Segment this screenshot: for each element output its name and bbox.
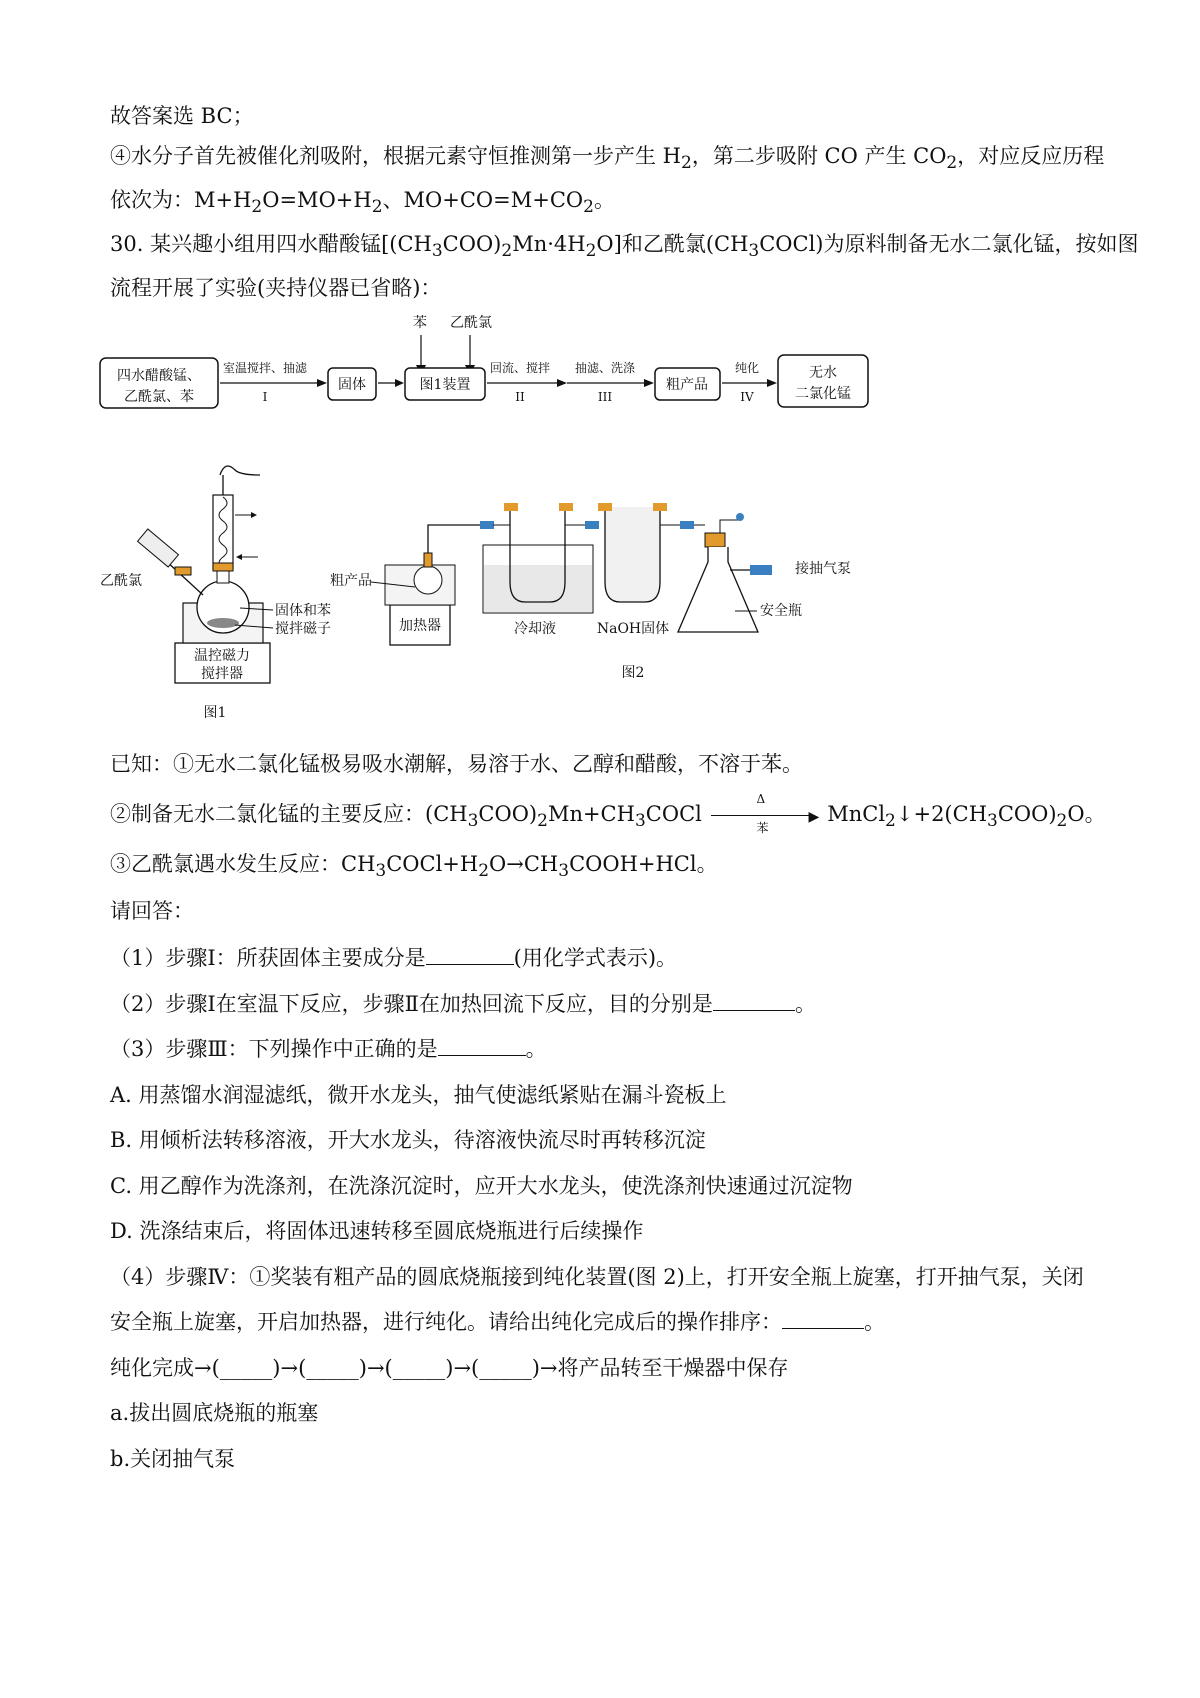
q3-blank[interactable] bbox=[438, 1037, 526, 1056]
option-c: C. 用乙醇作为洗涤剂，在洗涤沉淀时，应开大水龙头，使洗涤剂快速通过沉淀物 bbox=[110, 1174, 853, 1198]
svg-text:回流、搅拌: 回流、搅拌 bbox=[489, 361, 551, 375]
svg-text:抽滤、洗涤: 抽滤、洗涤 bbox=[574, 361, 636, 375]
answer-line: 故答案选 BC； bbox=[110, 104, 254, 128]
svg-text:图2: 图2 bbox=[621, 665, 645, 681]
q4-blank[interactable] bbox=[782, 1310, 864, 1329]
svg-text:乙酰氯: 乙酰氯 bbox=[100, 573, 142, 589]
known-1: 已知：①无水二氯化锰极易吸水潮解，易溶于水、乙醇和醋酸，不溶于苯。 bbox=[110, 752, 803, 776]
figure-2-purification-apparatus bbox=[330, 503, 851, 681]
svg-text:III: III bbox=[597, 390, 613, 404]
figure-1-reflux-apparatus bbox=[100, 466, 331, 721]
svg-text:粗产品: 粗产品 bbox=[330, 573, 372, 589]
flow-top-benzene: 苯 bbox=[413, 315, 427, 331]
svg-text:加热器: 加热器 bbox=[399, 618, 441, 634]
q1: （1）步骤Ⅰ：所获固体主要成分是 (用化学式表示)。 bbox=[110, 946, 678, 970]
svg-text:搅拌磁子: 搅拌磁子 bbox=[275, 621, 331, 637]
svg-text:搅拌器: 搅拌器 bbox=[201, 666, 243, 682]
step-b: b.关闭抽气泵 bbox=[110, 1447, 236, 1471]
option-b: B. 用倾析法转移溶液，开大水龙头，待溶液快流尽时再转移沉淀 bbox=[110, 1128, 706, 1152]
svg-text:四水醋酸锰、: 四水醋酸锰、 bbox=[117, 368, 201, 384]
option-d: D. 洗涤结束后，将固体迅速转移至圆底烧瓶进行后续操作 bbox=[110, 1219, 644, 1243]
q1-blank[interactable] bbox=[426, 946, 514, 965]
svg-text:图1装置: 图1装置 bbox=[419, 377, 471, 393]
svg-text:二氯化锰: 二氯化锰 bbox=[795, 386, 851, 402]
apparatus-figures bbox=[95, 455, 915, 735]
step-a: a.拔出圆底烧瓶的瓶塞 bbox=[110, 1401, 319, 1425]
svg-text:温控磁力: 温控磁力 bbox=[194, 648, 250, 664]
q4-line-1: （4）步骤Ⅳ：①奖装有粗产品的圆底烧瓶接到纯化装置(图 2)上，打开安全瓶上旋塞，打开抽气泵，关闭 bbox=[110, 1265, 1084, 1289]
mechanism-line-1: ④水分子首先被催化剂吸附，根据元素守恒推测第一步产生 $H_2$，第二步吸附 CO 产生 $CO_2$，对应反应历程 bbox=[110, 144, 1105, 174]
svg-text:纯化: 纯化 bbox=[734, 361, 760, 375]
question-30-line-1: 30. 某兴趣小组用四水醋酸锰$[(CH_3COO)_2Mn\cdot 4H_2O]$和乙酰氯$(CH_3COCl)$为原料制备无水二氯化锰，按如图 bbox=[110, 232, 1139, 262]
svg-text:接抽气泵: 接抽气泵 bbox=[795, 561, 851, 577]
q3: （3）步骤Ⅲ：下列操作中正确的是 。 bbox=[110, 1037, 547, 1061]
sequence-line: 纯化完成→(_____)→(_____)→(_____)→(_____)→将产品转至干燥器中保存 bbox=[110, 1356, 789, 1380]
svg-text:II: II bbox=[515, 390, 525, 404]
known-2: ②制备无水二氯化锰的主要反应：$(CH_3COO)_2Mn+CH_3COCl$ Δ ▶ 苯 $MnCl_2↓+2(CH_3COO)_2O$。 bbox=[110, 791, 1106, 835]
svg-text:IV: IV bbox=[740, 390, 754, 404]
flow-chart bbox=[95, 305, 985, 445]
svg-text:无水: 无水 bbox=[809, 365, 837, 381]
option-a: A. 用蒸馏水润湿滤纸，微开水龙头，抽气使滤纸紧贴在漏斗瓷板上 bbox=[110, 1083, 727, 1107]
svg-text:I: I bbox=[262, 390, 268, 404]
q2: （2）步骤Ⅰ在室温下反应，步骤Ⅱ在加热回流下反应，目的分别是 。 bbox=[110, 992, 816, 1016]
svg-text:固体: 固体 bbox=[338, 377, 366, 393]
svg-text:NaOH固体: NaOH固体 bbox=[596, 621, 670, 637]
reaction-arrow: Δ ▶ 苯 bbox=[709, 806, 821, 826]
svg-text:图1: 图1 bbox=[203, 705, 227, 721]
question-30-line-2: 流程开展了实验(夹持仪器已省略)： bbox=[110, 276, 442, 300]
ask-label: 请回答： bbox=[110, 899, 194, 923]
q2-blank[interactable] bbox=[713, 992, 795, 1011]
svg-text:乙酰氯、苯: 乙酰氯、苯 bbox=[124, 389, 194, 405]
svg-text:安全瓶: 安全瓶 bbox=[760, 603, 802, 619]
svg-text:室温搅拌、抽滤: 室温搅拌、抽滤 bbox=[222, 361, 308, 375]
svg-text:冷却液: 冷却液 bbox=[514, 621, 556, 637]
svg-text:粗产品: 粗产品 bbox=[666, 377, 708, 393]
known-3: ③乙酰氯遇水发生反应：$CH_3COCl+H_2O\to CH_3COOH+HCl$。 bbox=[110, 852, 718, 882]
flow-top-acetyl-chloride: 乙酰氯 bbox=[450, 315, 492, 331]
q4-line-2: 安全瓶上旋塞，开启加热器，进行纯化。请给出纯化完成后的操作排序： 。 bbox=[110, 1310, 885, 1334]
svg-text:固体和苯: 固体和苯 bbox=[275, 603, 331, 619]
mechanism-line-2: 依次为：$M+H_2O=MO+H_2$、$MO+CO=M+CO_2$。 bbox=[110, 188, 615, 218]
